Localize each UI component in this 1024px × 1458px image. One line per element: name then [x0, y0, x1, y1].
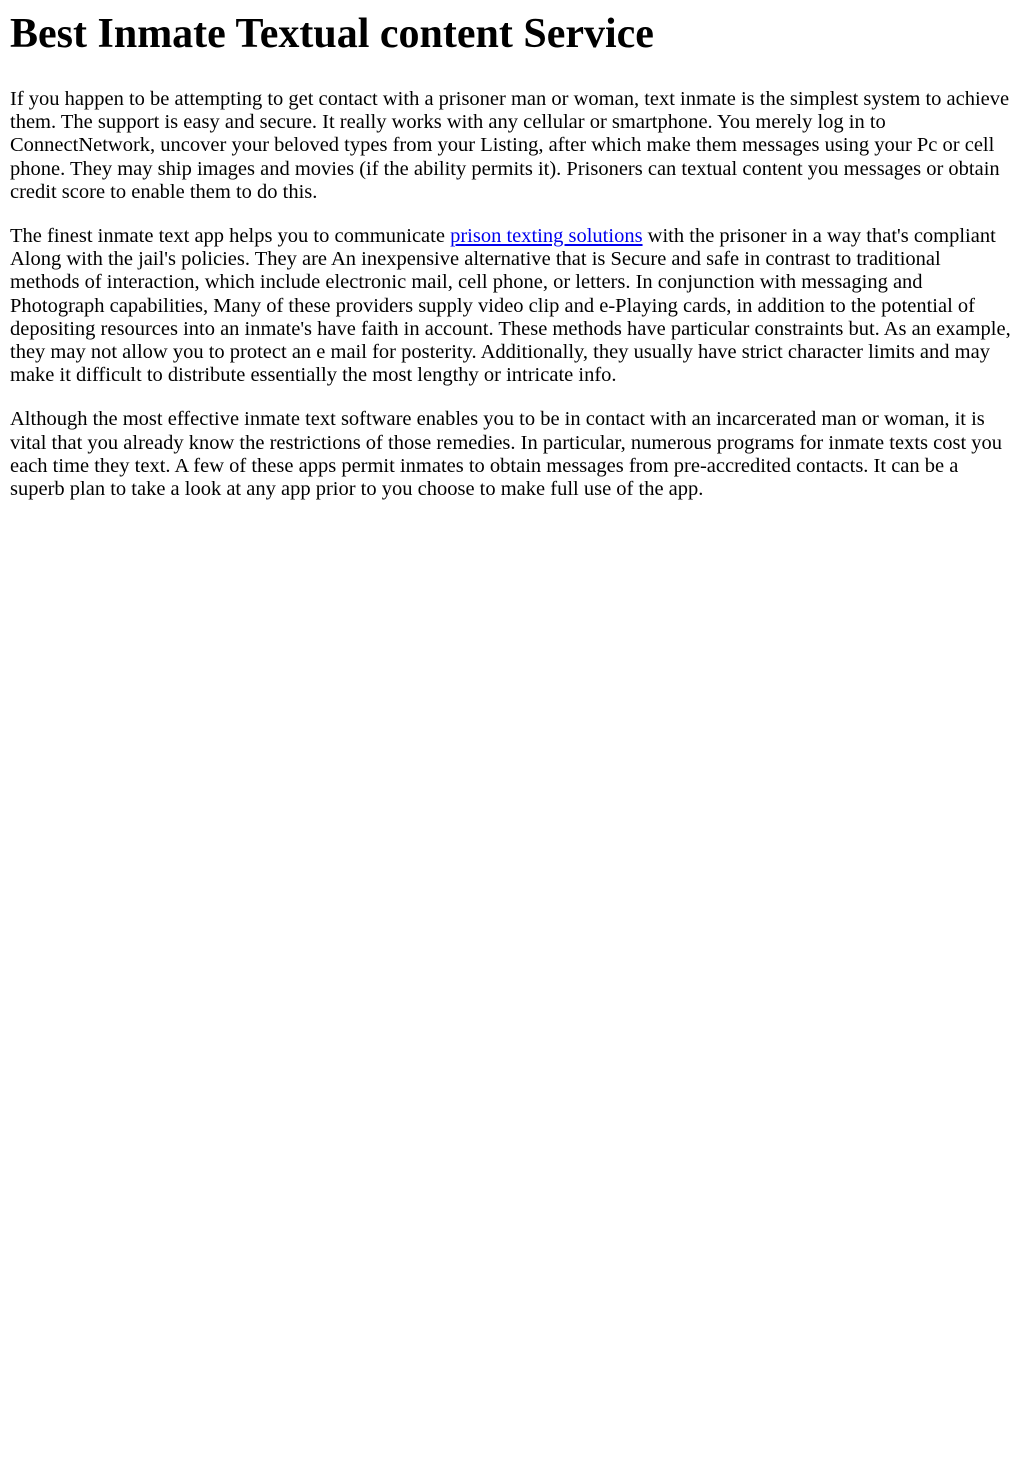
article	[0, 10, 1024, 501]
paragraph-1: If you happen to be attempting to get contact with a prisoner man or woman, text inmate is the simplest system to achieve them. The support is easy and secure. It really works with any cellular or smartphone. You merely log in to ConnectNetwork, uncover your beloved types from your Listing, after which make them messages using your Pc or cell phone. They may ship images and movies (if the ability permits it). Prisoners can textual content you messages or obtain credit score to enable them to do this.	[10, 88, 1010, 203]
prison-texting-solutions-link[interactable]: prison texting solutions	[450, 225, 643, 248]
paragraph-2-text-before: The finest inmate text app helps you to communicate	[10, 225, 451, 248]
page-title: Best Inmate Textual content Service	[10, 11, 654, 57]
paragraph-2-text-after: with the prisoner in a way that's compliant Along with the jail's policies. They are An inexpensive alternative that is Secure and safe in contrast to traditional methods of interaction, which include electronic mail, cell phone, or letters. In conjunction with messaging and Photograph capabilities, Many of these providers supply video clip and e-Playing cards, in addition to the potential of depositing resources into an inmate's have faith in account. These methods have particular constraints but. As an example, they may not allow you to protect an e mail for posterity. Additionally, they usually have strict character limits and may make it difficult to distribute essentially the most lengthy or intricate info.	[10, 225, 1011, 387]
paragraph-3: Although the most effective inmate text software enables you to be in contact with an incarcerated man or woman, it is vital that you already know the restrictions of those remedies. In particular, numerous programs for inmate texts cost you each time they text. A few of these apps permit inmates to obtain messages from pre-accredited contacts. It can be a superb plan to take a look at any app prior to you choose to make full use of the app.	[10, 408, 1003, 501]
paragraph-2	[10, 225, 1014, 387]
